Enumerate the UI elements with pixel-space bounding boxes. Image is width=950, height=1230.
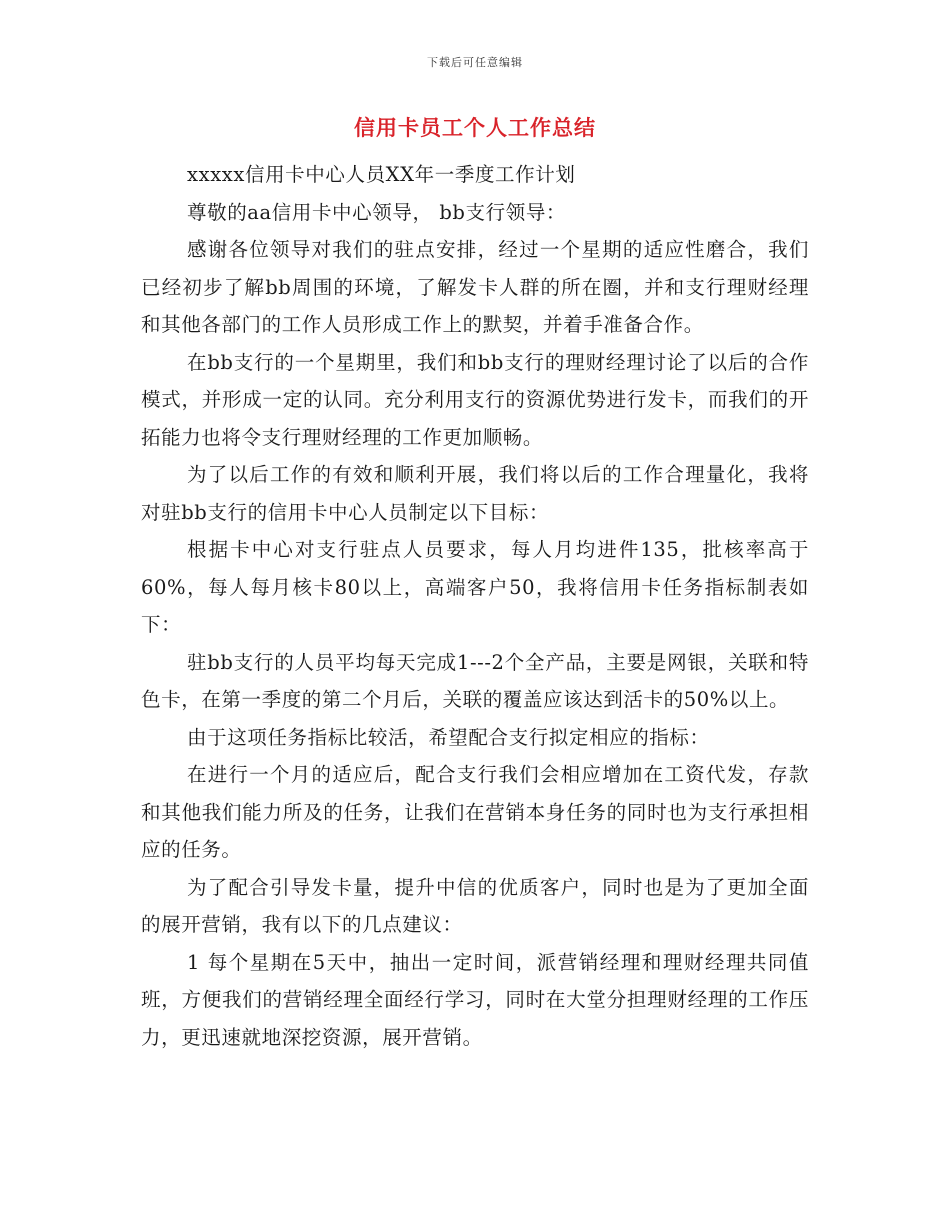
document-body [141,156,809,1056]
paragraph: 1 每个星期在5天中，抽出一定时间，派营销经理和理财经理共同值班，方便我们的营销经理全面经行学习，同时在大堂分担理财经理的工作压力，更迅速就地深挖资源，展开营销。 [141,950,809,1049]
paragraph: 在bb支行的一个星期里，我们和bb支行的理财经理讨论了以后的合作模式，并形成一定的认同。充分利用支行的资源优势进行发卡，而我们的开拓能力也将令支行理财经理的工作更加顺畅。 [141,350,809,449]
paragraph-salutation: 尊敬的aa信用卡中心领导， bb支行领导： [187,200,567,224]
paragraph: 感谢各位领导对我们的驻点安排，经过一个星期的适应性磨合，我们已经初步了解bb周围的环境，了解发卡人群的所在圈，并和支行理财经理和其他各部门的工作人员形成工作上的默契，并着手准备合作。 [141,238,809,336]
paragraph: 根据卡中心对支行驻点人员要求，每人月均进件135，批核率高于60%，每人每月核卡80以上，高端客户50，我将信用卡任务指标制表如下： [141,538,809,636]
paragraph-plan-heading: xxxxx信用卡中心人员XX年一季度工作计划 [187,163,576,186]
paragraph: 为了以后工作的有效和顺利开展，我们将以后的工作合理量化，我将对驻bb支行的信用卡中心人员制定以下目标： [141,463,809,524]
paragraph: 为了配合引导发卡量，提升中信的优质客户，同时也是为了更加全面的展开营销，我有以下的几点建议： [141,875,809,936]
document-title: 信用卡员工个人工作总结 [354,116,596,140]
paragraph: 在进行一个月的适应后，配合支行我们会相应增加在工资代发，存款和其他我们能力所及的任务，让我们在营销本身任务的同时也为支行承担相应的任务。 [141,763,809,861]
paragraph: 驻bb支行的人员平均每天完成1---2个全产品，主要是网银，关联和特色卡，在第一季度的第二个月后，关联的覆盖应该达到活卡的50%以上。 [141,650,809,711]
paragraph: 由于这项任务指标比较活，希望配合支行拟定相应的指标： [187,725,710,749]
page-header-note: 下载后可任意编辑 [427,56,523,69]
